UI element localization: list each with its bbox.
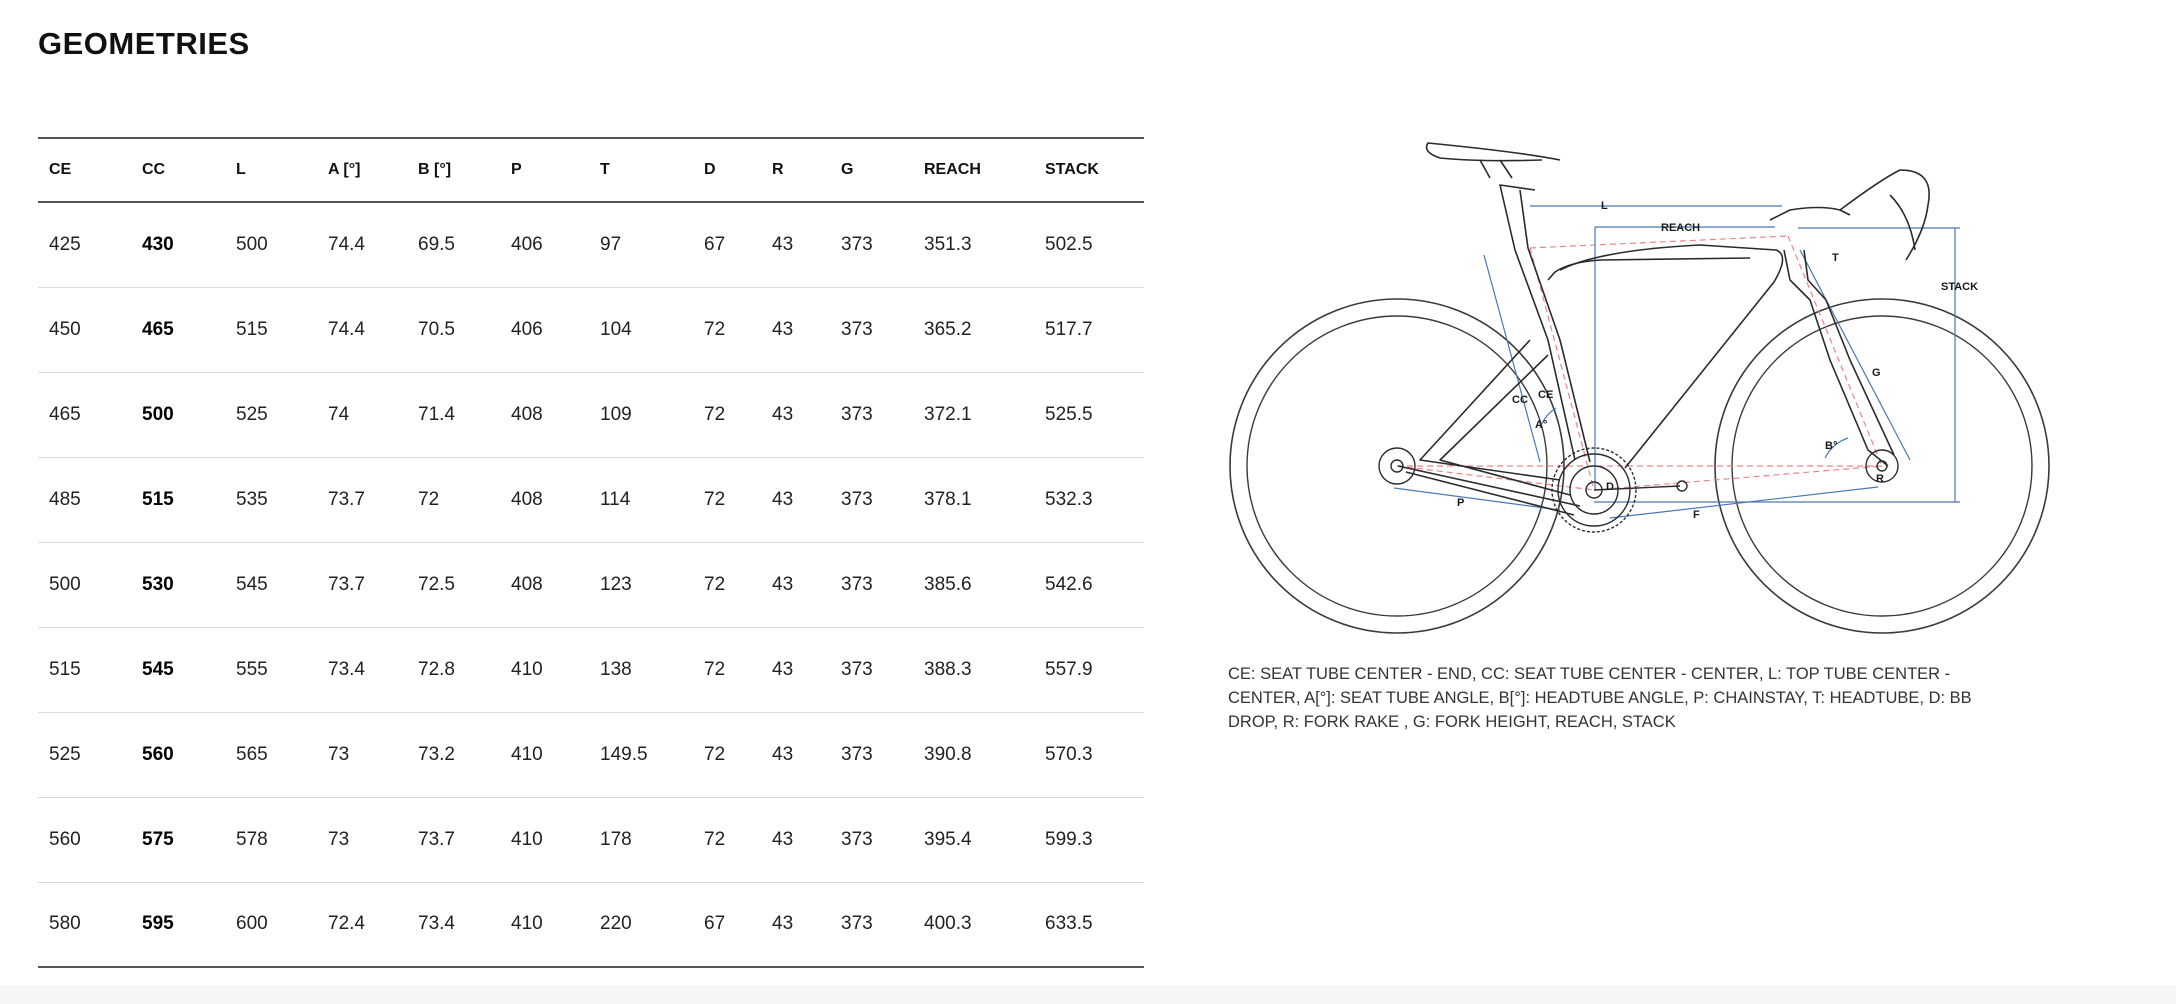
cell-reach: 385.6	[924, 573, 972, 595]
cell-d: 72	[704, 318, 726, 340]
cell-b: 73.2	[418, 743, 455, 765]
table-row	[38, 627, 1144, 712]
label-cc: CC	[1512, 394, 1528, 406]
column-header: T	[600, 161, 610, 178]
cell-stack: 502.5	[1045, 233, 1093, 255]
cell-reach: 378.1	[924, 488, 972, 510]
table-header-row	[38, 138, 1144, 202]
table-row	[38, 457, 1144, 542]
cell-ce: 485	[49, 488, 81, 510]
cell-cc: 515	[142, 488, 174, 510]
label-r: R	[1876, 473, 1884, 485]
diagram-legend: CE: SEAT TUBE CENTER - END, CC: SEAT TUBE CENTER - CENTER, L: TOP TUBE CENTER - CENTER, A[°]: SEAT TUBE ANGLE, B[°]: HEADTUBE ANGLE, P: CHAINSTAY, T: HEADTUBE, D: BB DROP, R: FORK RAKE , G: FORK HEIGHT, REACH, STACK	[1228, 665, 1972, 731]
cell-d: 72	[704, 828, 726, 850]
cell-g: 373	[841, 488, 873, 510]
label-l: L	[1601, 200, 1608, 212]
geometry-table	[38, 137, 1144, 968]
cell-reach: 395.4	[924, 828, 972, 850]
reference-lines	[1397, 236, 1882, 490]
cell-r: 43	[772, 913, 794, 935]
cell-t: 149.5	[600, 743, 648, 765]
cell-b: 71.4	[418, 403, 455, 425]
cell-stack: 517.7	[1045, 318, 1093, 340]
column-header: CC	[142, 161, 166, 178]
cell-r: 43	[772, 743, 794, 765]
crankset	[1552, 448, 1687, 532]
cell-p: 408	[511, 573, 543, 595]
cell-reach: 365.2	[924, 318, 972, 340]
cell-stack: 599.3	[1045, 828, 1093, 850]
cell-ce: 450	[49, 318, 81, 340]
cell-p: 410	[511, 828, 543, 850]
cell-b: 69.5	[418, 233, 455, 255]
cell-t: 114	[600, 488, 631, 510]
table-row	[38, 882, 1144, 967]
cell-g: 373	[841, 743, 873, 765]
cell-a: 73	[328, 828, 350, 850]
label-a-angle: A°	[1535, 419, 1548, 431]
table-row	[38, 287, 1144, 372]
cell-l: 555	[236, 658, 268, 680]
label-g: G	[1872, 367, 1881, 379]
table-row	[38, 372, 1144, 457]
cell-a: 73.7	[328, 488, 365, 510]
cell-reach: 388.3	[924, 658, 972, 680]
cell-ce: 425	[49, 233, 81, 255]
cell-cc: 465	[142, 318, 174, 340]
cell-a: 74.4	[328, 318, 365, 340]
cell-stack: 633.5	[1045, 913, 1093, 935]
label-p: P	[1457, 497, 1465, 509]
cell-l: 535	[236, 488, 268, 510]
table-row	[38, 712, 1144, 797]
cell-b: 73.4	[418, 913, 455, 935]
column-header: R	[772, 161, 784, 178]
label-reach: REACH	[1661, 222, 1701, 234]
bike-frame	[1398, 143, 1929, 515]
cell-r: 43	[772, 403, 794, 425]
cell-r: 43	[772, 318, 794, 340]
column-header: STACK	[1045, 161, 1099, 178]
cell-l: 578	[236, 828, 268, 850]
cell-p: 408	[511, 403, 543, 425]
cell-l: 500	[236, 233, 268, 255]
cell-p: 406	[511, 233, 543, 255]
cell-reach: 372.1	[924, 403, 972, 425]
cell-cc: 595	[142, 913, 174, 935]
cell-cc: 560	[142, 743, 174, 765]
cell-t: 138	[600, 658, 632, 680]
cell-a: 72.4	[328, 913, 365, 935]
cell-d: 67	[704, 233, 726, 255]
cell-t: 220	[600, 913, 632, 935]
cell-g: 373	[841, 658, 873, 680]
label-f: F	[1693, 509, 1700, 521]
cell-d: 67	[704, 913, 726, 935]
cell-l: 600	[236, 913, 268, 935]
cell-r: 43	[772, 233, 794, 255]
cell-ce: 515	[49, 658, 81, 680]
label-t: T	[1832, 252, 1839, 264]
cell-stack: 542.6	[1045, 573, 1093, 595]
cell-b: 72	[418, 488, 440, 510]
column-header: G	[841, 161, 854, 178]
cell-reach: 351.3	[924, 233, 972, 255]
cell-g: 373	[841, 233, 873, 255]
cell-b: 70.5	[418, 318, 455, 340]
cell-g: 373	[841, 913, 873, 935]
cell-reach: 400.3	[924, 913, 972, 935]
cell-r: 43	[772, 658, 794, 680]
cell-ce: 580	[49, 913, 81, 935]
cell-cc: 500	[142, 403, 174, 425]
cell-t: 109	[600, 403, 632, 425]
cell-p: 410	[511, 913, 543, 935]
cell-ce: 525	[49, 743, 81, 765]
cell-l: 525	[236, 403, 268, 425]
cell-a: 73.7	[328, 573, 365, 595]
cell-r: 43	[772, 828, 794, 850]
label-ce: CE	[1538, 389, 1554, 401]
cell-b: 72.8	[418, 658, 455, 680]
column-header: P	[511, 161, 522, 178]
column-header: B [°]	[418, 161, 452, 178]
cell-cc: 430	[142, 233, 174, 255]
cell-p: 410	[511, 743, 543, 765]
cell-a: 74.4	[328, 233, 365, 255]
label-d: D	[1606, 481, 1614, 493]
cell-d: 72	[704, 403, 726, 425]
column-header: A [°]	[328, 161, 361, 178]
cell-a: 73	[328, 743, 350, 765]
cell-stack: 532.3	[1045, 488, 1093, 510]
cell-a: 74	[328, 403, 350, 425]
cell-cc: 545	[142, 658, 174, 680]
cell-stack: 557.9	[1045, 658, 1093, 680]
cell-a: 73.4	[328, 658, 365, 680]
cell-ce: 465	[49, 403, 81, 425]
cell-d: 72	[704, 743, 726, 765]
cell-t: 104	[600, 318, 632, 340]
cell-g: 373	[841, 318, 873, 340]
column-header: REACH	[924, 161, 981, 178]
cell-stack: 570.3	[1045, 743, 1093, 765]
cell-cc: 530	[142, 573, 174, 595]
cell-t: 123	[600, 573, 632, 595]
cell-reach: 390.8	[924, 743, 972, 765]
cell-t: 178	[600, 828, 632, 850]
table-row	[38, 202, 1144, 287]
cell-g: 373	[841, 828, 873, 850]
cell-p: 406	[511, 318, 543, 340]
cell-r: 43	[772, 573, 794, 595]
cell-l: 515	[236, 318, 268, 340]
column-header: CE	[49, 161, 72, 178]
cell-d: 72	[704, 488, 726, 510]
cell-l: 545	[236, 573, 268, 595]
cell-b: 72.5	[418, 573, 455, 595]
cell-d: 72	[704, 658, 726, 680]
cell-g: 373	[841, 403, 873, 425]
cell-p: 410	[511, 658, 543, 680]
cell-b: 73.7	[418, 828, 455, 850]
label-stack: STACK	[1941, 281, 1979, 293]
footer-band	[0, 985, 2176, 1004]
cell-l: 565	[236, 743, 268, 765]
cell-ce: 560	[49, 828, 81, 850]
column-header: L	[236, 161, 246, 178]
label-b-angle: B°	[1825, 440, 1838, 452]
column-header: D	[704, 161, 716, 178]
bike-geometry-diagram	[1228, 130, 2058, 640]
cell-ce: 500	[49, 573, 81, 595]
cell-t: 97	[600, 233, 622, 255]
cell-p: 408	[511, 488, 543, 510]
table-row	[38, 797, 1144, 882]
cell-r: 43	[772, 488, 794, 510]
page-title: GEOMETRIES	[38, 26, 250, 61]
cell-stack: 525.5	[1045, 403, 1093, 425]
cell-d: 72	[704, 573, 726, 595]
table-row	[38, 542, 1144, 627]
cell-cc: 575	[142, 828, 174, 850]
cell-g: 373	[841, 573, 873, 595]
